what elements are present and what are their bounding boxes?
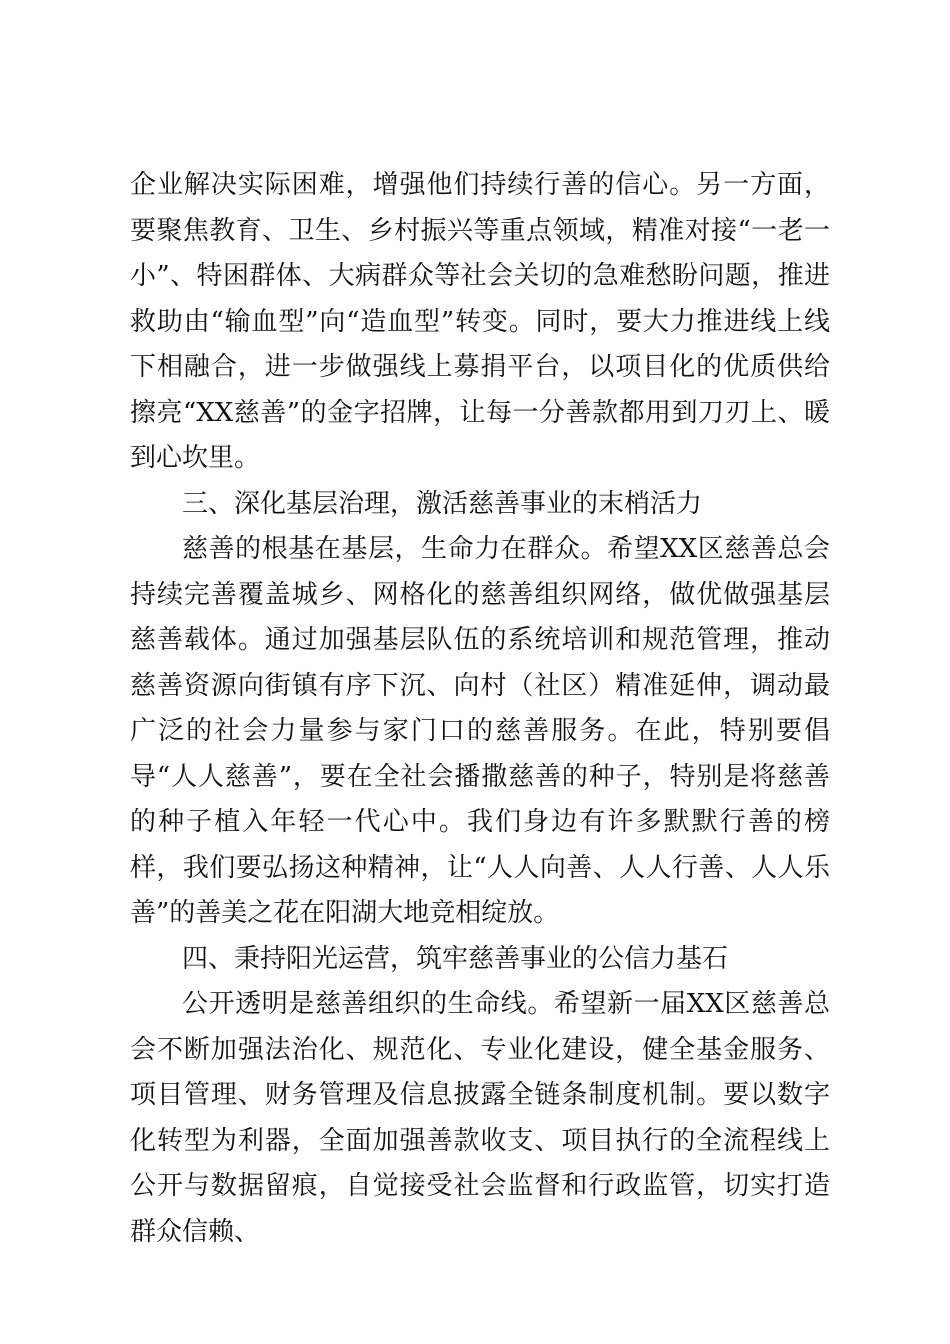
paragraph-grassroots: 慈善的根基在基层，生命力在群众。希望XX区慈善总会持续完善覆盖城乡、网格化的慈善组织网络，做优做强基层慈善载体。通过加强基层队伍的系统培训和规范管理，推动慈善资源向街镇有序下沉、向村（社区）精准延伸，调动最广泛的社会力量参与家门口的慈善服务。在此，特别要倡导“人人慈善”，要在全社会播撒慈善的种子，特别是将慈善的种子植入年轻一代心中。我们身边有许多默默行善的榜样，我们要弘扬这种精神，让“人人向善、人人行善、人人乐善”的善美之花在阳湖大地竞相绽放。 bbox=[130, 534, 830, 928]
section-heading-four: 四、秉持阳光运营，筑牢慈善事业的公信力基石 bbox=[182, 943, 729, 974]
document-body bbox=[130, 163, 830, 1255]
section-heading-three: 三、深化基层治理，激活慈善事业的末梢活力 bbox=[182, 488, 703, 519]
paragraph-continuation: 企业解决实际困难，增强他们持续行善的信心。另一方面，要聚焦教育、卫生、乡村振兴等重点领域，精准对接“一老一小”、特困群体、大病群众等社会关切的急难愁盼问题，推进救助由“输血型”向“造血型”转变。同时，要大力推进线上线下相融合，进一步做强线上募捐平台，以项目化的优质供给擦亮“XX慈善”的金字招牌，让每一分善款都用到刀刃上、暖到心坎里。 bbox=[130, 170, 830, 473]
paragraph-transparency: 公开透明是慈善组织的生命线。希望新一届XX区慈善总会不断加强法治化、规范化、专业化建设，健全基金服务、项目管理、财务管理及信息披露全链条制度机制。要以数字化转型为利器，全面加强善款收支、项目执行的全流程线上公开与数据留痕，自觉接受社会监督和行政监管，切实打造群众信赖、 bbox=[130, 989, 830, 1247]
